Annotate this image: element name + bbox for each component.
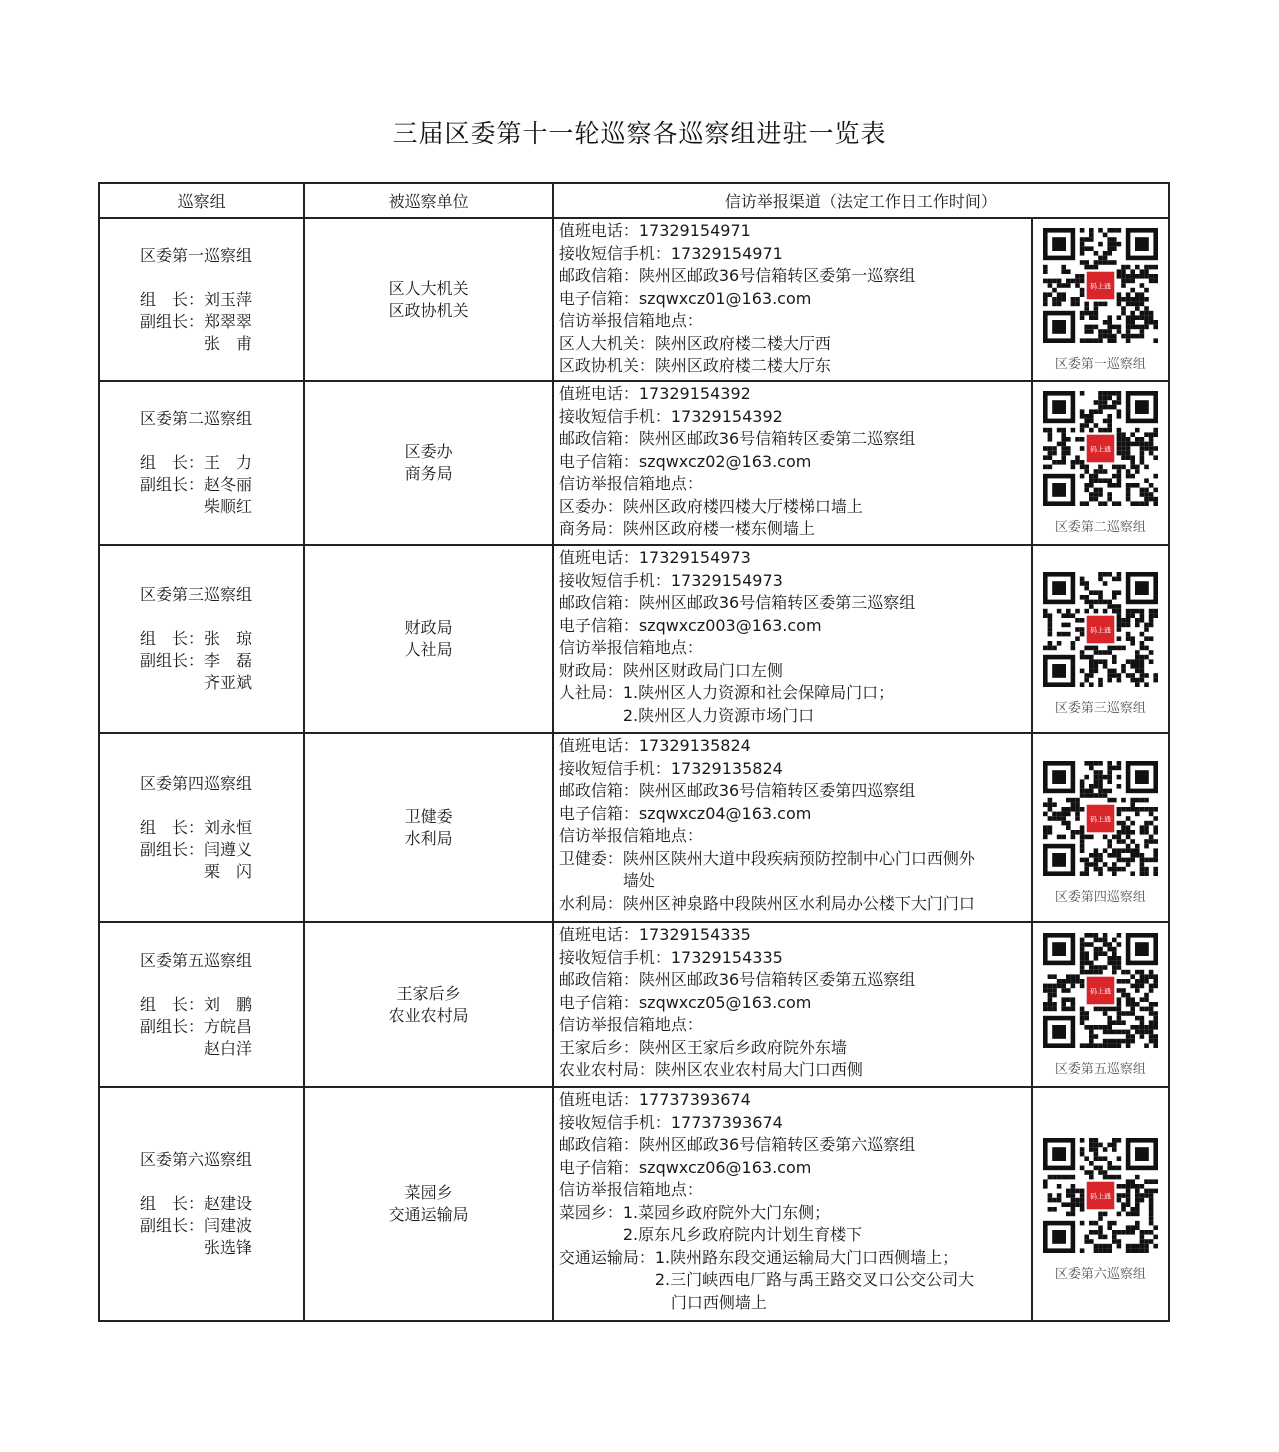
channel-line: 王家后乡：陕州区王家后乡政府院外东墙 — [558, 1037, 847, 1057]
channel-line: 水利局：陕州区神泉路中段陕州区水利局办公楼下大门门口 — [558, 893, 975, 913]
group-name: 区委第一巡察组 — [140, 245, 253, 265]
channel-line: 接收短信手机：17329154335 — [558, 947, 783, 967]
channel-cell — [553, 1087, 1032, 1321]
channel-line: 交通运输局：1.陕州路东段交通运输局大门口西侧墙上； — [558, 1247, 959, 1267]
channel-line: 信访举报信箱地点： — [558, 1015, 703, 1034]
group-name: 区委第四巡察组 — [140, 773, 253, 793]
unit-cell — [304, 381, 552, 545]
group-deputy-2: 张选锋 — [140, 1238, 253, 1257]
channel-line: 邮政信箱：陕州区邮政36号信箱转区委第五巡察组 — [558, 970, 916, 989]
qr-logo-text: 码上通 — [1089, 987, 1111, 995]
channel-line: 区委办：陕州区政府楼四楼大厅楼梯口墙上 — [558, 496, 863, 516]
qr-cell — [1032, 218, 1169, 381]
channel-line: 2.陕州区人力资源市场门口 — [558, 705, 815, 725]
qr-code-icon[interactable] — [1042, 761, 1158, 880]
qr-cell — [1032, 545, 1169, 733]
group-leader: 组 长：刘永恒 — [140, 817, 253, 837]
qr-code-icon[interactable] — [1042, 1138, 1158, 1257]
channel-line: 财政局：陕州区财政局门口左侧 — [558, 660, 783, 680]
table-row — [99, 218, 1169, 381]
channel-line: 信访举报信箱地点： — [558, 311, 703, 330]
inspection-table — [98, 182, 1170, 1322]
channel-line: 电子信箱：szqwxcz01@163.com — [558, 288, 812, 308]
channel-line: 墙处 — [558, 871, 655, 890]
group-name: 区委第五巡察组 — [140, 950, 253, 970]
channel-line: 电子信箱：szqwxcz003@163.com — [558, 615, 822, 635]
group-cell — [99, 922, 304, 1087]
table-row — [99, 381, 1169, 545]
channel-line: 区人大机关：陕州区政府楼二楼大厅西 — [558, 333, 831, 353]
channel-line: 邮政信箱：陕州区邮政36号信箱转区委第六巡察组 — [558, 1135, 916, 1154]
channel-line: 人社局：1.陕州区人力资源和社会保障局门口； — [558, 683, 895, 702]
qr-caption: 区委第二巡察组 — [1054, 520, 1146, 535]
inspected-unit: 区委办 — [404, 442, 453, 461]
channel-line: 邮政信箱：陕州区邮政36号信箱转区委第二巡察组 — [558, 429, 916, 448]
group-leader: 组 长：赵建设 — [140, 1194, 253, 1213]
channel-line: 电子信箱：szqwxcz06@163.com — [558, 1157, 812, 1177]
inspected-unit: 人社局 — [404, 640, 453, 659]
group-name: 区委第三巡察组 — [140, 585, 253, 604]
qr-caption: 区委第一巡察组 — [1054, 356, 1146, 372]
group-cell — [99, 381, 304, 545]
channel-line: 信访举报信箱地点： — [558, 638, 703, 657]
unit-cell — [304, 218, 552, 381]
group-deputy-2: 柴顺红 — [140, 497, 253, 516]
channel-line: 2.三门峡西电厂路与禹王路交叉口公交公司大 — [558, 1270, 975, 1289]
group-deputy: 副组长：赵冬丽 — [140, 475, 253, 494]
group-cell — [99, 1087, 304, 1321]
group-deputy: 副组长：闫建波 — [140, 1216, 253, 1235]
header-channel: 信访举报渠道（法定工作日工作时间） — [553, 183, 1169, 218]
qr-caption: 区委第六巡察组 — [1054, 1267, 1146, 1282]
inspected-unit: 区政协机关 — [388, 300, 469, 320]
group-leader: 组 长：王 力 — [140, 453, 253, 472]
qr-logo-text: 码上通 — [1089, 626, 1111, 635]
table-row — [99, 733, 1169, 922]
inspected-unit: 农业农村局 — [388, 1005, 469, 1025]
page-title: 三届区委第十一轮巡察各巡察组进驻一览表 — [392, 119, 887, 148]
unit-cell — [304, 545, 552, 733]
channel-line: 卫健委：陕州区陕州大道中段疾病预防控制中心门口西侧外 — [558, 848, 975, 868]
group-name: 区委第二巡察组 — [140, 409, 253, 428]
channel-line: 邮政信箱：陕州区邮政36号信箱转区委第四巡察组 — [558, 781, 916, 800]
inspected-unit: 菜园乡 — [404, 1183, 453, 1202]
group-leader: 组 长：刘 鹏 — [140, 994, 253, 1014]
qr-logo-text: 码上通 — [1089, 815, 1111, 823]
table-row — [99, 922, 1169, 1087]
channel-line: 接收短信手机：17737393674 — [558, 1112, 783, 1132]
channel-line: 邮政信箱：陕州区邮政36号信箱转区委第三巡察组 — [558, 593, 916, 612]
unit-cell — [304, 1087, 552, 1321]
channel-line: 门口西侧墙上 — [558, 1292, 767, 1312]
inspected-unit: 商务局 — [404, 464, 453, 483]
table-header-row — [99, 183, 1169, 218]
group-deputy-2: 栗 闪 — [140, 861, 253, 881]
group-cell — [99, 218, 304, 381]
channel-cell — [553, 218, 1032, 381]
group-deputy: 副组长：李 磊 — [140, 651, 253, 670]
channel-line: 信访举报信箱地点： — [558, 474, 703, 493]
channel-line: 区政协机关：陕州区政府楼二楼大厅东 — [558, 356, 831, 375]
group-deputy: 副组长：方皖昌 — [140, 1016, 253, 1036]
qr-caption: 区委第四巡察组 — [1054, 889, 1146, 905]
qr-caption: 区委第五巡察组 — [1054, 1061, 1146, 1077]
qr-code-icon[interactable] — [1042, 933, 1158, 1052]
table-row — [99, 1087, 1169, 1321]
qr-caption: 区委第三巡察组 — [1054, 701, 1146, 716]
table-row — [99, 545, 1169, 733]
qr-cell — [1032, 922, 1169, 1087]
group-deputy-2: 齐亚斌 — [140, 673, 253, 692]
qr-cell — [1032, 1087, 1169, 1321]
channel-line: 值班电话：17737393674 — [558, 1090, 751, 1109]
channel-line: 值班电话：17329154335 — [558, 925, 751, 944]
channel-line: 电子信箱：szqwxcz05@163.com — [558, 992, 812, 1012]
channel-line: 接收短信手机：17329154973 — [558, 570, 783, 590]
qr-code-icon[interactable] — [1042, 228, 1158, 347]
header-unit: 被巡察单位 — [304, 183, 552, 218]
channel-line: 2.原东凡乡政府院内计划生育楼下 — [558, 1225, 863, 1244]
channel-cell — [553, 733, 1032, 922]
channel-cell — [553, 545, 1032, 733]
channel-line: 值班电话：17329154971 — [558, 221, 751, 240]
channel-line: 电子信箱：szqwxcz02@163.com — [558, 451, 812, 471]
group-deputy-2: 赵白洋 — [140, 1038, 253, 1058]
group-name: 区委第六巡察组 — [140, 1150, 253, 1169]
qr-logo-text: 码上通 — [1089, 1192, 1111, 1201]
channel-line: 电子信箱：szqwxcz04@163.com — [558, 803, 812, 823]
channel-line: 菜园乡：1.菜园乡政府院外大门东侧； — [558, 1202, 831, 1222]
inspected-unit: 水利局 — [404, 828, 453, 848]
header-group: 巡察组 — [99, 183, 304, 218]
channel-line: 接收短信手机：17329154971 — [558, 243, 783, 263]
qr-code-icon[interactable] — [1042, 572, 1158, 691]
inspected-unit: 交通运输局 — [388, 1205, 469, 1224]
qr-logo-text: 码上通 — [1089, 282, 1111, 290]
channel-cell — [553, 381, 1032, 545]
qr-cell — [1032, 381, 1169, 545]
qr-logo-text: 码上通 — [1089, 445, 1111, 454]
channel-line: 值班电话：17329135824 — [558, 736, 751, 755]
group-cell — [99, 545, 304, 733]
inspected-unit: 卫健委 — [404, 806, 453, 826]
qr-cell — [1032, 733, 1169, 922]
channel-line: 值班电话：17329154973 — [558, 548, 751, 567]
inspected-unit: 财政局 — [404, 618, 453, 637]
group-deputy: 副组长：闫遵义 — [140, 839, 253, 859]
group-deputy: 副组长：郑翠翠 — [140, 311, 253, 331]
group-cell — [99, 733, 304, 922]
qr-code-icon[interactable] — [1042, 391, 1158, 510]
inspected-unit: 区人大机关 — [388, 278, 469, 298]
channel-line: 接收短信手机：17329135824 — [558, 758, 783, 778]
inspected-unit: 王家后乡 — [396, 983, 461, 1003]
channel-line: 信访举报信箱地点： — [558, 826, 703, 845]
channel-line: 农业农村局：陕州区农业农村局大门口西侧 — [558, 1060, 863, 1079]
channel-line: 值班电话：17329154392 — [558, 384, 751, 403]
channel-cell — [553, 922, 1032, 1087]
group-leader: 组 长：刘玉萍 — [140, 289, 253, 309]
unit-cell — [304, 733, 552, 922]
channel-line: 商务局：陕州区政府楼一楼东侧墙上 — [558, 519, 815, 538]
unit-cell — [304, 922, 552, 1087]
group-deputy-2: 张 甫 — [140, 333, 253, 353]
channel-line: 邮政信箱：陕州区邮政36号信箱转区委第一巡察组 — [558, 266, 916, 285]
channel-line: 接收短信手机：17329154392 — [558, 406, 783, 426]
channel-line: 信访举报信箱地点： — [558, 1180, 703, 1199]
group-leader: 组 长：张 琼 — [140, 629, 253, 648]
